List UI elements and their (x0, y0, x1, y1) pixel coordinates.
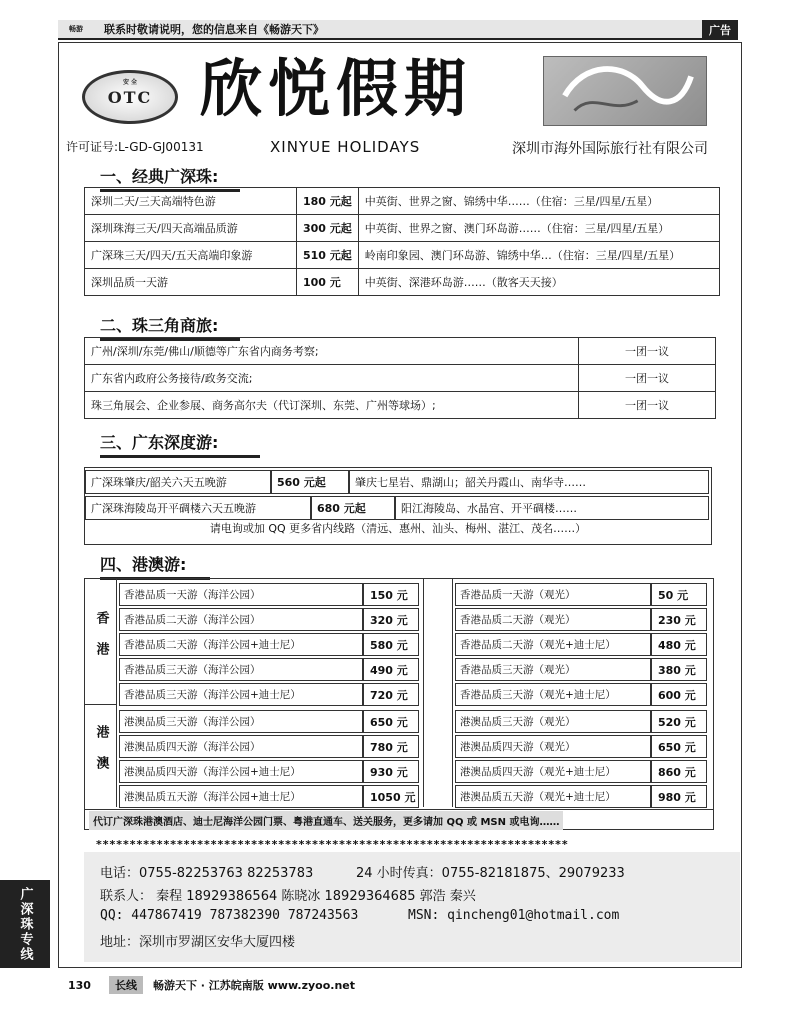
tour-name: 港澳品质四天游（海洋公园+迪士尼） (119, 760, 363, 783)
table-row (455, 785, 707, 808)
section-badge: 长线 (109, 976, 143, 994)
table-row (455, 633, 707, 656)
table-row (119, 760, 419, 783)
tour-name: 香港品质二天游（观光+迪士尼） (455, 633, 651, 656)
tour-name: 香港品质一天游（观光） (455, 583, 651, 606)
table-row (85, 470, 709, 494)
contact-people: 联系人： 秦程 18929386564 陈晓冰 18929364685 郭浩 秦兴 (100, 889, 476, 904)
fax: 24 小时传真：0755-82181875、29079233 (356, 866, 625, 881)
ad-tag: 广告 (702, 20, 738, 40)
table-row (85, 188, 720, 215)
route-desc: 阳江海陵岛、水晶宫、开平碉楼…… (395, 496, 709, 520)
table-row (119, 633, 419, 656)
table-row (455, 658, 707, 681)
tour-price: 930 元 (363, 760, 419, 783)
section-4-footer (85, 809, 713, 831)
route-desc: 中英街、深港环岛游……（散客天天接） (358, 269, 719, 296)
tour-price: 380 元 (651, 658, 707, 681)
route-price: 一团一议 (579, 365, 716, 392)
route-name: 广东省内政府公务接待/政务交流; (85, 365, 579, 392)
brand-name: 欣悦假期 (200, 52, 473, 125)
tour-name: 港澳品质五天游（海洋公园+迪士尼） (119, 785, 363, 808)
route-desc: 岭南印象园、澳门环岛游、锦绣中华…（住宿：三星/四星/五星） (358, 242, 719, 269)
top-bar (58, 20, 738, 40)
table-row (455, 760, 707, 783)
tour-name: 港澳品质三天游（观光） (455, 710, 651, 733)
phone: 电话：0755-82253763 82253783 (100, 866, 314, 881)
route-price: 300 元起 (297, 215, 359, 242)
table-row (85, 365, 716, 392)
address: 地址：深圳市罗湖区安华大厦四楼 (100, 935, 296, 950)
tour-name: 香港品质三天游（观光） (455, 658, 651, 681)
tour-name: 港澳品质四天游（观光+迪士尼） (455, 760, 651, 783)
table-row (119, 785, 419, 808)
table-row (455, 583, 707, 606)
section-3-note: 请电询或加 QQ 更多省内线路（清远、惠州、汕头、梅州、湛江、茂名……） (209, 522, 587, 535)
page-footer (58, 976, 738, 994)
tour-price: 980 元 (651, 785, 707, 808)
route-name: 广深珠三天/四天/五天高端印象游 (85, 242, 297, 269)
route-price: 560 元起 (271, 470, 349, 494)
license-number: 许可证号:L-GD-GJ00131 (66, 140, 204, 154)
route-desc: 中英街、世界之窗、锦绣中华……（住宿：三星/四星/五星） (358, 188, 719, 215)
tour-price: 320 元 (363, 608, 419, 631)
table-row (119, 710, 419, 733)
tour-price: 230 元 (651, 608, 707, 631)
promo-photo (543, 56, 707, 126)
tour-price: 520 元 (651, 710, 707, 733)
tour-price: 720 元 (363, 683, 419, 706)
section-4-footer-text: 代订广深珠港澳酒店、迪士尼海洋公园门票、粤港直通车、送关服务，更多请加 QQ 或 MSN 或电询…… (89, 811, 563, 830)
route-name: 深圳品质一天游 (85, 269, 297, 296)
sidebar-tab: 广深珠专线 (0, 880, 50, 968)
otc-logo-text: OTC (107, 87, 153, 107)
section-3-block (84, 467, 712, 545)
tour-price: 860 元 (651, 760, 707, 783)
publication-logo: 畅游 (69, 25, 83, 33)
route-desc: 肇庆七星岩、鼎湖山；韶关丹霞山、南华寺…… (349, 470, 709, 494)
tour-name: 港澳品质四天游（海洋公园） (119, 735, 363, 758)
route-price: 一团一议 (579, 392, 716, 419)
tour-price: 650 元 (651, 735, 707, 758)
qq-numbers: QQ: 447867419 787382390 787243563 (100, 908, 359, 923)
tour-name: 香港品质三天游（海洋公园+迪士尼） (119, 683, 363, 706)
tour-name: 港澳品质三天游（海洋公园） (119, 710, 363, 733)
tour-name: 港澳品质四天游（观光） (455, 735, 651, 758)
tour-price: 780 元 (363, 735, 419, 758)
table-row (85, 338, 716, 365)
route-name: 广深珠海陵岛开平碉楼六天五晚游 (85, 496, 311, 520)
contact-panel (84, 852, 740, 962)
section-4-title: 四、港澳游: (100, 552, 210, 580)
tour-name: 香港品质三天游（观光+迪士尼） (455, 683, 651, 706)
msn: MSN: qincheng01@hotmail.com (408, 908, 620, 923)
route-name: 广州/深圳/东莞/佛山/顺德等广东省内商务考察; (85, 338, 579, 365)
region-mo-label: 港澳 (93, 725, 109, 787)
route-price: 180 元起 (297, 188, 359, 215)
tour-name: 香港品质一天游（海洋公园） (119, 583, 363, 606)
table-row (119, 683, 419, 706)
table-row (119, 583, 419, 606)
otc-logo (82, 70, 178, 124)
table-row (119, 735, 419, 758)
route-desc: 中英街、世界之窗、澳门环岛游……（住宿：三星/四星/五星） (358, 215, 719, 242)
table-row (85, 392, 716, 419)
region-hk-label: 香港 (93, 610, 109, 673)
section-3-title: 三、广东深度游: (100, 430, 260, 458)
table-row (119, 608, 419, 631)
tour-name: 港澳品质五天游（观光+迪士尼） (455, 785, 651, 808)
column-gap (423, 579, 453, 807)
page-number: 130 (68, 978, 91, 992)
route-name: 广深珠肇庆/韶关六天五晚游 (85, 470, 271, 494)
tour-price: 480 元 (651, 633, 707, 656)
table-row (455, 683, 707, 706)
tour-price: 50 元 (651, 583, 707, 606)
company-name: 深圳市海外国际旅行社有限公司 (512, 141, 708, 157)
route-price: 一团一议 (579, 338, 716, 365)
route-price: 510 元起 (297, 242, 359, 269)
table-row (455, 735, 707, 758)
route-name: 珠三角展会、企业参展、商务高尔夫（代订深圳、东莞、广州等球场）; (85, 392, 579, 419)
table-row (85, 215, 720, 242)
table-row (119, 658, 419, 681)
tour-price: 1050 元 (363, 785, 419, 808)
route-price: 680 元起 (311, 496, 395, 520)
route-name: 深圳二天/三天高端特色游 (85, 188, 297, 215)
region-mo (85, 705, 117, 807)
table-row (85, 496, 709, 520)
site-credit: 畅游天下 · 江苏皖南版 www.zyoo.net (152, 979, 356, 992)
tour-price: 490 元 (363, 658, 419, 681)
route-price: 100 元 (297, 269, 359, 296)
brand-name-en: XINYUE HOLIDAYS (270, 138, 421, 156)
table-row (85, 242, 720, 269)
tour-price: 150 元 (363, 583, 419, 606)
section-2-table (84, 337, 716, 419)
route-name: 深圳珠海三天/四天高端品质游 (85, 215, 297, 242)
otc-logo-small-text: 安 全 (122, 79, 138, 86)
section-1-title: 一、经典广深珠: (100, 164, 240, 192)
tour-price: 580 元 (363, 633, 419, 656)
section-4-block (84, 578, 714, 830)
tour-name: 香港品质二天游（海洋公园+迪士尼） (119, 633, 363, 656)
tour-price: 600 元 (651, 683, 707, 706)
section-2-title: 二、珠三角商旅: (100, 313, 240, 341)
section-1-table (84, 187, 720, 296)
star-divider: ********************************************************************** (96, 838, 569, 850)
table-row (455, 608, 707, 631)
tour-name: 香港品质三天游（海洋公园） (119, 658, 363, 681)
table-row (85, 269, 720, 296)
source-notice: 联系时敬请说明，您的信息来自《畅游天下》 (104, 23, 324, 36)
tour-name: 香港品质二天游（海洋公园） (119, 608, 363, 631)
table-row (455, 710, 707, 733)
region-hk (85, 579, 117, 705)
tour-name: 香港品质二天游（观光） (455, 608, 651, 631)
swirl-graphic (544, 57, 706, 125)
tour-price: 650 元 (363, 710, 419, 733)
